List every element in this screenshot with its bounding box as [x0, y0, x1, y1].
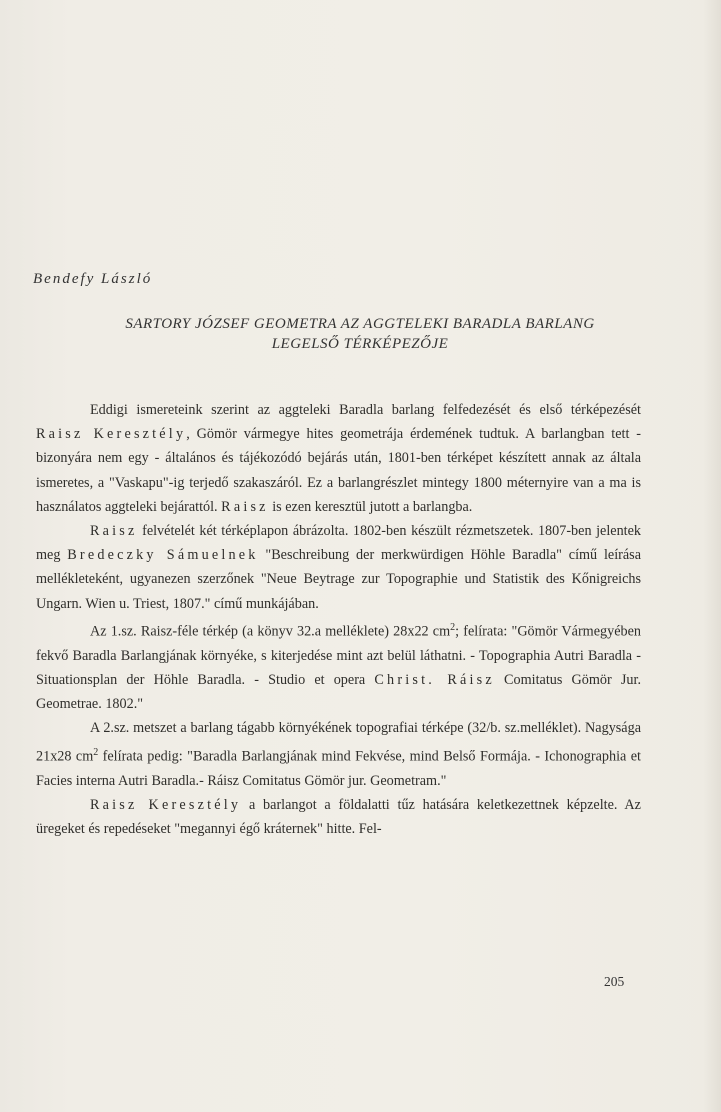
paragraph-text: Az 1.sz. Raisz-féle térkép (a könyv 32.a melléklete) 28x22 cm: [90, 623, 451, 640]
paragraph-text: is ezen keresztül jutott a barlangba.: [268, 498, 473, 515]
author-name: Bendefy László: [33, 271, 153, 287]
paragraph-text: felvételét két térképlapon ábrázolta. 1802-ben készült rézmetszetek. 1807-ben jelentek meg: [36, 523, 641, 564]
spaced-name: Christ. Ráisz: [374, 671, 495, 688]
spaced-name: Bredeczky Sámuelnek: [67, 547, 259, 564]
article-title: [40, 314, 680, 354]
paragraph: [36, 793, 641, 841]
paragraph-text: a barlangot a földalatti tűz hatására keletkezettnek képzelte. Az üregeket és repedéseket "megannyi égő kráternek" hitte. Fel-: [36, 796, 641, 837]
paragraph-text: ; felírata: "Gömör Vármegyében fekvő Baradla Barlangjának környéke, s kiterjedése mint azt belül láthatni. - Topographia Autri Baradla - Situationsplan der Höhle Baradla. - Studio et opera: [36, 623, 641, 688]
paragraph-text: A 2.sz. metszet a barlang tágabb környékének topografiai térképe (32/b. sz.melléklet). Nagysága 21x28 cm: [36, 720, 641, 765]
spaced-name: Raisz Keresztély: [36, 426, 187, 443]
page-number: 205: [604, 974, 625, 989]
page-edge-shadow: [703, 0, 721, 1112]
paragraph: [36, 519, 641, 616]
article-title-line-1: SARTORY JÓZSEF GEOMETRA AZ AGGTELEKI BARADLA BARLANG: [125, 316, 595, 332]
paragraph-text: , Gömör vármegye hites geometrája érdemének tudtuk. A barlangban tett - bizonyára nem egy - általános és tájékozódó bejárás után, 1801-ben térképet készített annak az általa ismeretes, a "Vaskapu"-ig terjedő szakaszáról. Ez a barlangrészlet mintegy 1800 méternyire van a ma is használatos aggteleki bejárattól.: [36, 426, 641, 515]
paragraph: [36, 398, 641, 519]
paragraph-text: Comitatus Gömör Jur. Geometrae. 1802.": [36, 671, 641, 713]
spaced-name: Raisz: [221, 498, 269, 515]
article-body: [36, 398, 641, 841]
paragraph-text: Eddigi ismereteink szerint az aggteleki Baradla barlang felfedezését és első térképezését: [90, 402, 641, 418]
spaced-name: Raisz Keresztély: [90, 796, 242, 813]
spaced-name: Raisz: [90, 523, 138, 540]
paragraph-text: "Beschreibung der merkwürdigen Höhle Baradla" című leírása mellékleteként, ugyanezen szerzőnek "Neue Beytrage zur Topographie und Statistik des Kőnigreichs Ungarn. Wien u. Triest, 1807." című munkájában.: [36, 547, 641, 612]
article-title-line-2: LEGELSŐ TÉRKÉPEZŐJE: [271, 336, 449, 352]
paragraph-text: felírata pedig: "Baradla Barlangjának mind Fekvése, mind Belső Formája. - Ichonographia et Facies interna Autri Baradla.- Ráisz Comitatus Gömör jur. Geometram.": [36, 748, 641, 789]
paragraph: [36, 616, 641, 717]
superscript: 2: [450, 621, 456, 633]
paragraph: [36, 716, 641, 792]
superscript: 2: [93, 746, 99, 758]
